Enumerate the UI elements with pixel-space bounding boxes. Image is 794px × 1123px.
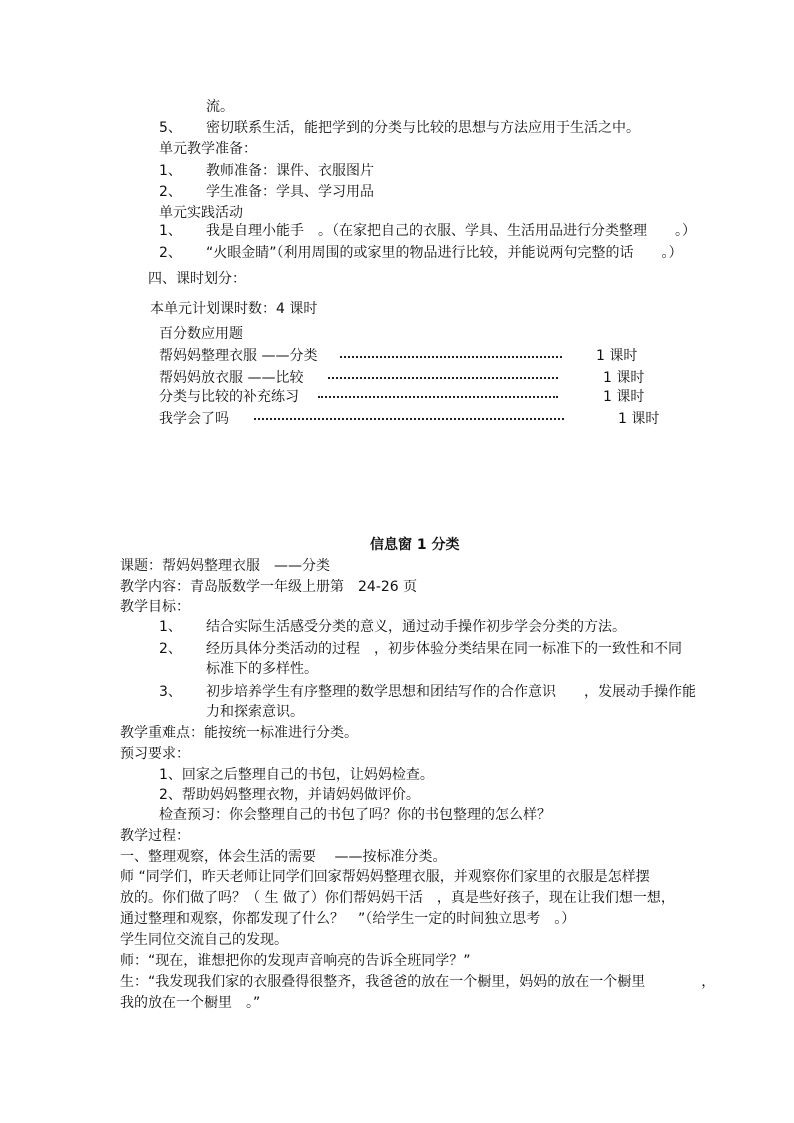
- lesson-hours: 1 课时: [603, 370, 645, 386]
- item-text: 我是自理小能手 。（在家把自己的衣服、学具、生活用品进行分类整理 。）: [206, 223, 696, 239]
- preview-item: 2、帮助妈妈整理衣物，并请妈妈做评价。: [159, 787, 420, 803]
- lesson-name: 我学会了吗: [159, 411, 229, 427]
- item-text: 结合实际生活感受分类的意义，通过动手操作初步学会分类的方法。: [206, 619, 626, 635]
- item-number: 2、: [159, 245, 182, 261]
- item-text: 学生准备：学具、学习用品: [206, 184, 374, 200]
- paragraph-line: 师：“现在，谁想把你的发现声音响亮的告诉全班同学？”: [120, 953, 471, 969]
- dot-leader: [340, 356, 562, 358]
- section-heading: 预习要求：: [120, 746, 190, 762]
- item-text: 初步培养学生有序整理的数学思想和团结写作的合作意识 ，发展动手操作能: [206, 684, 696, 700]
- lesson-group: 百分数应用题: [159, 326, 243, 342]
- item-number: 2、: [159, 184, 182, 200]
- lesson-name: 帮妈妈整理衣服 ——分类: [159, 348, 318, 364]
- item-text: 密切联系生活，能把学到的分类与比较的思想与方法应用于生活之中。: [206, 120, 640, 136]
- item-number: 1、: [159, 163, 182, 179]
- item-text: 力和探索意识。: [206, 704, 304, 720]
- section-heading: 四、课时划分：: [148, 271, 246, 287]
- section-heading: 单元实践活动: [159, 205, 243, 221]
- lesson-name: 帮妈妈放衣服 ——比较: [159, 370, 304, 386]
- section-heading: 教学目标：: [120, 599, 190, 615]
- item-number: 1、: [159, 619, 182, 635]
- dot-leader: [328, 377, 558, 379]
- preview-item: 1、回家之后整理自己的书包，让妈妈检查。: [159, 767, 434, 783]
- paragraph-line: 师 “同学们，昨天老师让同学们回家帮妈妈整理衣服，并观察你们家里的衣服是怎样摆: [120, 869, 650, 885]
- continued-line: 流。: [206, 99, 234, 115]
- item-number: 1、: [159, 223, 182, 239]
- section-heading: 单元教学准备：: [159, 141, 257, 157]
- item-text: 标准下的多样性。: [206, 661, 318, 677]
- paragraph-line: 通过整理和观察，你都发现了什么？ ”（给学生一定的时间独立思考 。）: [120, 911, 576, 927]
- item-number: 5、: [159, 120, 182, 136]
- preview-check: 检查预习：你会整理自己的书包了吗？你的书包整理的怎么样？: [159, 807, 551, 823]
- key-point: 教学重难点：能按统一标准进行分类。: [120, 725, 358, 741]
- paragraph-line: 学生同位交流自己的发现。: [120, 932, 288, 948]
- dot-leader: [254, 418, 564, 420]
- section-heading: 教学过程：: [120, 828, 190, 844]
- dot-leader: [318, 396, 558, 398]
- lesson-hours: 1 课时: [603, 389, 645, 405]
- lesson-hours: 1 课时: [596, 348, 638, 364]
- lesson-topic: 课题：帮妈妈整理衣服 ——分类: [120, 558, 330, 574]
- lesson-hours: 1 课时: [618, 411, 660, 427]
- lesson-content: 教学内容：青岛版数学一年级上册第 24-26 页: [120, 579, 418, 595]
- paragraph-line: 放的。你们做了吗？（ 生 做了）你们帮妈妈干活 ，真是些好孩子，现在让我们想一想，: [120, 890, 675, 906]
- lesson-name: 分类与比较的补充练习: [159, 389, 299, 405]
- item-text: 经历具体分类活动的过程 ，初步体验分类结果在同一标准下的一致性和不同: [206, 641, 682, 657]
- item-text: “火眼金睛”（利用周围的或家里的物品进行比较，并能说两句完整的话 。）: [206, 245, 683, 261]
- lesson-title: 信息窗 1 分类: [370, 537, 460, 553]
- paragraph-line: 生：“我发现我们家的衣服叠得很整齐，我爸爸的放在一个橱里，妈妈的放在一个橱里 ，: [120, 974, 716, 990]
- item-number: 3、: [159, 684, 182, 700]
- item-number: 2、: [159, 641, 182, 657]
- item-text: 教师准备：课件、衣服图片: [206, 163, 374, 179]
- paragraph-line: 我的放在一个橱里 。”: [120, 995, 261, 1011]
- step-heading: 一、整理观察，体会生活的需要 ——按标准分类。: [120, 849, 447, 865]
- plan-total: 本单元计划课时数：4 课时: [150, 301, 318, 317]
